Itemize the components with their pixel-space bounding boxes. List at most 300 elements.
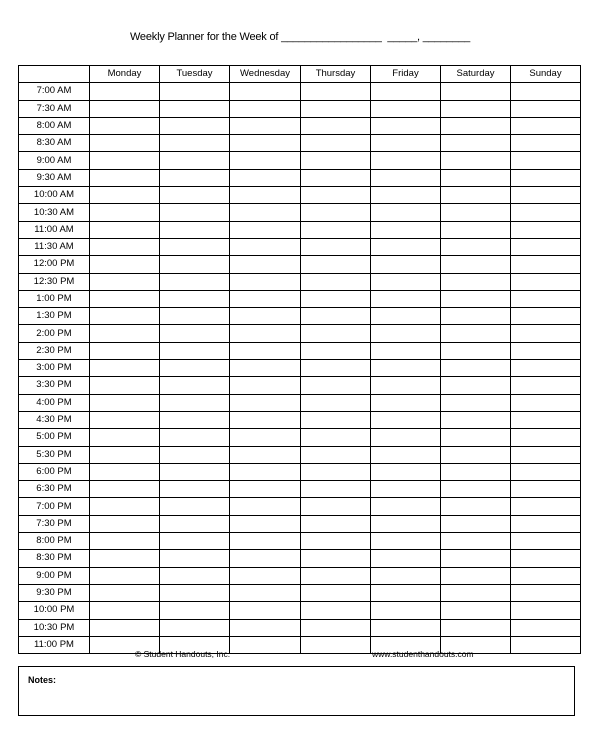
time-label: 8:30 PM: [19, 550, 90, 567]
planner-cell[interactable]: [160, 325, 230, 342]
time-slot-row: [19, 515, 581, 532]
planner-cell[interactable]: [441, 602, 511, 619]
planner-cell[interactable]: [371, 117, 441, 134]
planner-cell[interactable]: [371, 187, 441, 204]
planner-cell[interactable]: [511, 411, 581, 428]
planner-cell[interactable]: [371, 135, 441, 152]
planner-cell[interactable]: [511, 584, 581, 601]
time-label: 10:30 PM: [19, 619, 90, 636]
planner-cell[interactable]: [230, 602, 301, 619]
planner-cell[interactable]: [511, 325, 581, 342]
notes-box[interactable]: [18, 666, 575, 716]
time-slot-row: [19, 360, 581, 377]
planner-cell[interactable]: [160, 83, 230, 100]
planner-cell[interactable]: [371, 498, 441, 515]
planner-cell[interactable]: [230, 256, 301, 273]
planner-cell[interactable]: [230, 377, 301, 394]
planner-cell[interactable]: [90, 411, 160, 428]
planner-cell[interactable]: [511, 204, 581, 221]
planner-cell[interactable]: [90, 187, 160, 204]
planner-cell[interactable]: [90, 481, 160, 498]
planner-cell[interactable]: [90, 550, 160, 567]
planner-cell[interactable]: [371, 446, 441, 463]
time-slot-row: [19, 429, 581, 446]
planner-cell[interactable]: [90, 515, 160, 532]
planner-cell[interactable]: [230, 308, 301, 325]
planner-cell[interactable]: [301, 187, 371, 204]
planner-cell[interactable]: [160, 221, 230, 238]
planner-cell[interactable]: [230, 446, 301, 463]
planner-cell[interactable]: [301, 221, 371, 238]
planner-cell[interactable]: [371, 169, 441, 186]
planner-cell[interactable]: [371, 273, 441, 290]
planner-cell[interactable]: [371, 619, 441, 636]
planner-cell[interactable]: [511, 135, 581, 152]
planner-cell[interactable]: [371, 602, 441, 619]
planner-cell[interactable]: [511, 117, 581, 134]
planner-cell[interactable]: [160, 429, 230, 446]
planner-cell[interactable]: [160, 238, 230, 255]
planner-cell[interactable]: [511, 273, 581, 290]
planner-cell[interactable]: [90, 377, 160, 394]
planner-cell[interactable]: [511, 308, 581, 325]
header-day: Thursday: [301, 66, 371, 83]
planner-cell[interactable]: [301, 204, 371, 221]
planner-cell[interactable]: [371, 238, 441, 255]
planner-cell[interactable]: [441, 377, 511, 394]
planner-cell[interactable]: [371, 481, 441, 498]
planner-cell[interactable]: [160, 135, 230, 152]
planner-cell[interactable]: [90, 152, 160, 169]
planner-cell[interactable]: [230, 429, 301, 446]
planner-cell[interactable]: [371, 533, 441, 550]
time-label: 5:30 PM: [19, 446, 90, 463]
planner-cell[interactable]: [371, 360, 441, 377]
planner-cell[interactable]: [90, 394, 160, 411]
planner-cell[interactable]: [301, 325, 371, 342]
planner-cell[interactable]: [160, 204, 230, 221]
planner-cell[interactable]: [230, 187, 301, 204]
planner-cell[interactable]: [160, 498, 230, 515]
planner-cell[interactable]: [441, 204, 511, 221]
time-label: 8:00 PM: [19, 533, 90, 550]
planner-cell[interactable]: [230, 204, 301, 221]
planner-cell[interactable]: [371, 429, 441, 446]
planner-cell[interactable]: [230, 481, 301, 498]
planner-cell[interactable]: [511, 100, 581, 117]
planner-cell[interactable]: [371, 567, 441, 584]
time-label: 9:00 AM: [19, 152, 90, 169]
planner-cell[interactable]: [441, 256, 511, 273]
planner-cell[interactable]: [371, 290, 441, 307]
time-slot-row: [19, 238, 581, 255]
time-label: 9:00 PM: [19, 567, 90, 584]
planner-cell[interactable]: [301, 602, 371, 619]
planner-cell[interactable]: [160, 411, 230, 428]
planner-cell[interactable]: [301, 152, 371, 169]
weekly-planner-table: [18, 65, 581, 654]
time-slot-row: [19, 498, 581, 515]
time-slot-row: [19, 636, 581, 653]
time-label: 7:00 PM: [19, 498, 90, 515]
planner-cell[interactable]: [511, 619, 581, 636]
website-text: www.studenthandouts.com: [372, 649, 474, 659]
time-label: 11:00 AM: [19, 221, 90, 238]
planner-cell[interactable]: [160, 100, 230, 117]
planner-cell[interactable]: [90, 360, 160, 377]
time-label: 1:30 PM: [19, 308, 90, 325]
planner-cell[interactable]: [371, 515, 441, 532]
time-slot-row: [19, 152, 581, 169]
planner-cell[interactable]: [90, 567, 160, 584]
time-label: 8:30 AM: [19, 135, 90, 152]
planner-cell[interactable]: [160, 584, 230, 601]
time-slot-row: [19, 533, 581, 550]
planner-cell[interactable]: [160, 360, 230, 377]
planner-cell[interactable]: [371, 221, 441, 238]
planner-cell[interactable]: [511, 238, 581, 255]
planner-cell[interactable]: [301, 83, 371, 100]
planner-cell[interactable]: [441, 325, 511, 342]
planner-cell[interactable]: [441, 83, 511, 100]
planner-cell[interactable]: [160, 377, 230, 394]
planner-cell[interactable]: [90, 429, 160, 446]
planner-cell[interactable]: [90, 342, 160, 359]
planner-cell[interactable]: [301, 394, 371, 411]
planner-cell[interactable]: [371, 83, 441, 100]
planner-cell[interactable]: [230, 567, 301, 584]
planner-cell[interactable]: [301, 584, 371, 601]
planner-cell[interactable]: [441, 411, 511, 428]
time-label: 3:30 PM: [19, 377, 90, 394]
time-slot-row: [19, 446, 581, 463]
planner-cell[interactable]: [441, 308, 511, 325]
planner-cell[interactable]: [511, 567, 581, 584]
planner-cell[interactable]: [230, 135, 301, 152]
planner-cell[interactable]: [371, 152, 441, 169]
header-day: Tuesday: [160, 66, 230, 83]
time-label: 10:00 PM: [19, 602, 90, 619]
planner-cell[interactable]: [441, 567, 511, 584]
header-day: Friday: [371, 66, 441, 83]
time-slot-row: [19, 169, 581, 186]
planner-cell[interactable]: [301, 533, 371, 550]
planner-cell[interactable]: [441, 117, 511, 134]
planner-cell[interactable]: [230, 515, 301, 532]
time-slot-row: [19, 100, 581, 117]
planner-cell[interactable]: [160, 117, 230, 134]
planner-cell[interactable]: [90, 256, 160, 273]
planner-cell[interactable]: [371, 377, 441, 394]
planner-cell[interactable]: [160, 394, 230, 411]
planner-cell[interactable]: [371, 463, 441, 480]
planner-cell[interactable]: [230, 325, 301, 342]
planner-cell[interactable]: [511, 636, 581, 653]
planner-cell[interactable]: [160, 308, 230, 325]
planner-cell[interactable]: [301, 446, 371, 463]
time-label: 3:00 PM: [19, 360, 90, 377]
planner-cell[interactable]: [301, 256, 371, 273]
time-slot-row: [19, 204, 581, 221]
planner-cell[interactable]: [511, 515, 581, 532]
planner-cell[interactable]: [160, 481, 230, 498]
time-label: 10:00 AM: [19, 187, 90, 204]
planner-cell[interactable]: [230, 550, 301, 567]
planner-cell[interactable]: [441, 394, 511, 411]
planner-cell[interactable]: [230, 273, 301, 290]
planner-cell[interactable]: [441, 221, 511, 238]
planner-cell[interactable]: [90, 221, 160, 238]
time-label: 12:30 PM: [19, 273, 90, 290]
planner-cell[interactable]: [160, 342, 230, 359]
planner-cell[interactable]: [230, 411, 301, 428]
planner-cell[interactable]: [441, 273, 511, 290]
planner-cell[interactable]: [511, 446, 581, 463]
time-slot-row: [19, 135, 581, 152]
planner-cell[interactable]: [230, 463, 301, 480]
time-label: 2:30 PM: [19, 342, 90, 359]
planner-cell[interactable]: [230, 360, 301, 377]
planner-cell[interactable]: [441, 360, 511, 377]
planner-cell[interactable]: [90, 83, 160, 100]
planner-cell[interactable]: [90, 325, 160, 342]
planner-cell[interactable]: [511, 342, 581, 359]
planner-cell[interactable]: [441, 135, 511, 152]
planner-cell[interactable]: [230, 584, 301, 601]
planner-body: [19, 83, 581, 654]
planner-cell[interactable]: [441, 290, 511, 307]
planner-cell[interactable]: [160, 567, 230, 584]
planner-cell[interactable]: [511, 481, 581, 498]
planner-cell[interactable]: [371, 256, 441, 273]
planner-cell[interactable]: [371, 584, 441, 601]
planner-cell[interactable]: [160, 169, 230, 186]
planner-cell[interactable]: [371, 100, 441, 117]
time-slot-row: [19, 394, 581, 411]
time-slot-row: [19, 411, 581, 428]
planner-cell[interactable]: [511, 83, 581, 100]
time-slot-row: [19, 550, 581, 567]
time-label: 6:00 PM: [19, 463, 90, 480]
planner-cell[interactable]: [160, 152, 230, 169]
copyright-text: © Student Handouts, Inc.: [135, 649, 231, 659]
planner-cell[interactable]: [301, 498, 371, 515]
planner-cell[interactable]: [441, 187, 511, 204]
planner-cell[interactable]: [371, 550, 441, 567]
planner-cell[interactable]: [160, 290, 230, 307]
time-label: 5:00 PM: [19, 429, 90, 446]
planner-cell[interactable]: [511, 152, 581, 169]
planner-cell[interactable]: [230, 221, 301, 238]
planner-cell[interactable]: [160, 515, 230, 532]
time-label: 11:00 PM: [19, 636, 90, 653]
planner-cell[interactable]: [90, 204, 160, 221]
planner-cell[interactable]: [511, 187, 581, 204]
time-slot-row: [19, 256, 581, 273]
planner-cell[interactable]: [301, 169, 371, 186]
planner-cell[interactable]: [301, 117, 371, 134]
header-row: [19, 66, 581, 83]
planner-cell[interactable]: [511, 602, 581, 619]
time-label: 1:00 PM: [19, 290, 90, 307]
header-day: Monday: [90, 66, 160, 83]
planner-cell[interactable]: [301, 342, 371, 359]
planner-cell[interactable]: [160, 533, 230, 550]
planner-cell[interactable]: [511, 533, 581, 550]
planner-cell[interactable]: [441, 619, 511, 636]
planner-cell[interactable]: [90, 446, 160, 463]
planner-cell[interactable]: [441, 481, 511, 498]
planner-cell[interactable]: [441, 515, 511, 532]
planner-cell[interactable]: [441, 100, 511, 117]
planner-cell[interactable]: [371, 411, 441, 428]
planner-cell[interactable]: [371, 394, 441, 411]
planner-cell[interactable]: [441, 342, 511, 359]
planner-cell[interactable]: [230, 342, 301, 359]
planner-cell[interactable]: [301, 619, 371, 636]
planner-cell[interactable]: [301, 360, 371, 377]
planner-cell[interactable]: [371, 325, 441, 342]
planner-cell[interactable]: [301, 290, 371, 307]
planner-cell[interactable]: [90, 308, 160, 325]
header-day: Wednesday: [230, 66, 301, 83]
time-label: 7:30 PM: [19, 515, 90, 532]
time-slot-row: [19, 187, 581, 204]
planner-cell[interactable]: [441, 463, 511, 480]
planner-cell[interactable]: [90, 533, 160, 550]
planner-cell[interactable]: [511, 221, 581, 238]
time-label: 9:30 PM: [19, 584, 90, 601]
planner-cell[interactable]: [160, 273, 230, 290]
planner-cell[interactable]: [301, 308, 371, 325]
time-slot-row: [19, 584, 581, 601]
planner-cell[interactable]: [371, 342, 441, 359]
time-slot-row: [19, 325, 581, 342]
planner-cell[interactable]: [441, 238, 511, 255]
planner-cell[interactable]: [441, 169, 511, 186]
planner-cell[interactable]: [160, 187, 230, 204]
planner-cell[interactable]: [230, 636, 301, 653]
planner-cell[interactable]: [90, 100, 160, 117]
planner-cell[interactable]: [301, 550, 371, 567]
planner-cell[interactable]: [511, 429, 581, 446]
planner-cell[interactable]: [90, 135, 160, 152]
time-label: 7:00 AM: [19, 83, 90, 100]
time-slot-row: [19, 342, 581, 359]
planner-cell[interactable]: [90, 273, 160, 290]
planner-cell[interactable]: [160, 550, 230, 567]
time-slot-row: [19, 308, 581, 325]
header-day: Sunday: [511, 66, 581, 83]
planner-cell[interactable]: [511, 463, 581, 480]
planner-cell[interactable]: [90, 463, 160, 480]
time-slot-row: [19, 481, 581, 498]
planner-cell[interactable]: [301, 100, 371, 117]
planner-cell[interactable]: [441, 533, 511, 550]
time-slot-row: [19, 83, 581, 100]
planner-cell[interactable]: [301, 481, 371, 498]
planner-cell[interactable]: [301, 463, 371, 480]
planner-cell[interactable]: [441, 584, 511, 601]
planner-cell[interactable]: [230, 498, 301, 515]
planner-cell[interactable]: [301, 636, 371, 653]
planner-cell[interactable]: [301, 411, 371, 428]
planner-cell[interactable]: [371, 308, 441, 325]
planner-cell[interactable]: [301, 238, 371, 255]
planner-cell[interactable]: [230, 238, 301, 255]
planner-cell[interactable]: [90, 169, 160, 186]
planner-cell[interactable]: [511, 360, 581, 377]
planner-cell[interactable]: [441, 446, 511, 463]
planner-cell[interactable]: [301, 135, 371, 152]
planner-cell[interactable]: [511, 256, 581, 273]
time-slot-row: [19, 602, 581, 619]
planner-cell[interactable]: [301, 273, 371, 290]
planner-cell[interactable]: [441, 152, 511, 169]
planner-cell[interactable]: [90, 602, 160, 619]
planner-cell[interactable]: [230, 619, 301, 636]
time-label: 7:30 AM: [19, 100, 90, 117]
planner-cell[interactable]: [90, 117, 160, 134]
planner-cell[interactable]: [511, 169, 581, 186]
time-slot-row: [19, 117, 581, 134]
planner-cell[interactable]: [90, 290, 160, 307]
planner-cell[interactable]: [230, 152, 301, 169]
time-label: 12:00 PM: [19, 256, 90, 273]
planner-cell[interactable]: [511, 394, 581, 411]
planner-cell[interactable]: [90, 619, 160, 636]
planner-cell[interactable]: [371, 204, 441, 221]
planner-cell[interactable]: [301, 567, 371, 584]
time-label: 6:30 PM: [19, 481, 90, 498]
time-label: 4:30 PM: [19, 411, 90, 428]
planner-cell[interactable]: [301, 515, 371, 532]
planner-cell[interactable]: [160, 463, 230, 480]
planner-cell[interactable]: [90, 238, 160, 255]
time-slot-row: [19, 290, 581, 307]
planner-cell[interactable]: [230, 83, 301, 100]
planner-cell[interactable]: [160, 256, 230, 273]
planner-cell[interactable]: [230, 169, 301, 186]
time-slot-row: [19, 567, 581, 584]
planner-cell[interactable]: [160, 602, 230, 619]
planner-cell[interactable]: [160, 619, 230, 636]
time-label: 9:30 AM: [19, 169, 90, 186]
planner-cell[interactable]: [441, 550, 511, 567]
time-label: 10:30 AM: [19, 204, 90, 221]
planner-cell[interactable]: [230, 117, 301, 134]
time-slot-row: [19, 221, 581, 238]
planner-cell[interactable]: [230, 100, 301, 117]
planner-cell[interactable]: [230, 533, 301, 550]
planner-cell[interactable]: [511, 550, 581, 567]
planner-cell[interactable]: [511, 377, 581, 394]
time-slot-row: [19, 463, 581, 480]
planner-cell[interactable]: [301, 377, 371, 394]
planner-cell[interactable]: [230, 290, 301, 307]
planner-cell[interactable]: [441, 498, 511, 515]
planner-cell[interactable]: [511, 498, 581, 515]
planner-cell[interactable]: [90, 498, 160, 515]
planner-cell[interactable]: [511, 290, 581, 307]
time-label: 11:30 AM: [19, 238, 90, 255]
planner-cell[interactable]: [301, 429, 371, 446]
planner-cell[interactable]: [441, 429, 511, 446]
planner-title: Weekly Planner for the Week of _________________ _____, ________: [129, 31, 471, 43]
planner-cell[interactable]: [160, 446, 230, 463]
planner-cell[interactable]: [230, 394, 301, 411]
planner-cell[interactable]: [90, 584, 160, 601]
